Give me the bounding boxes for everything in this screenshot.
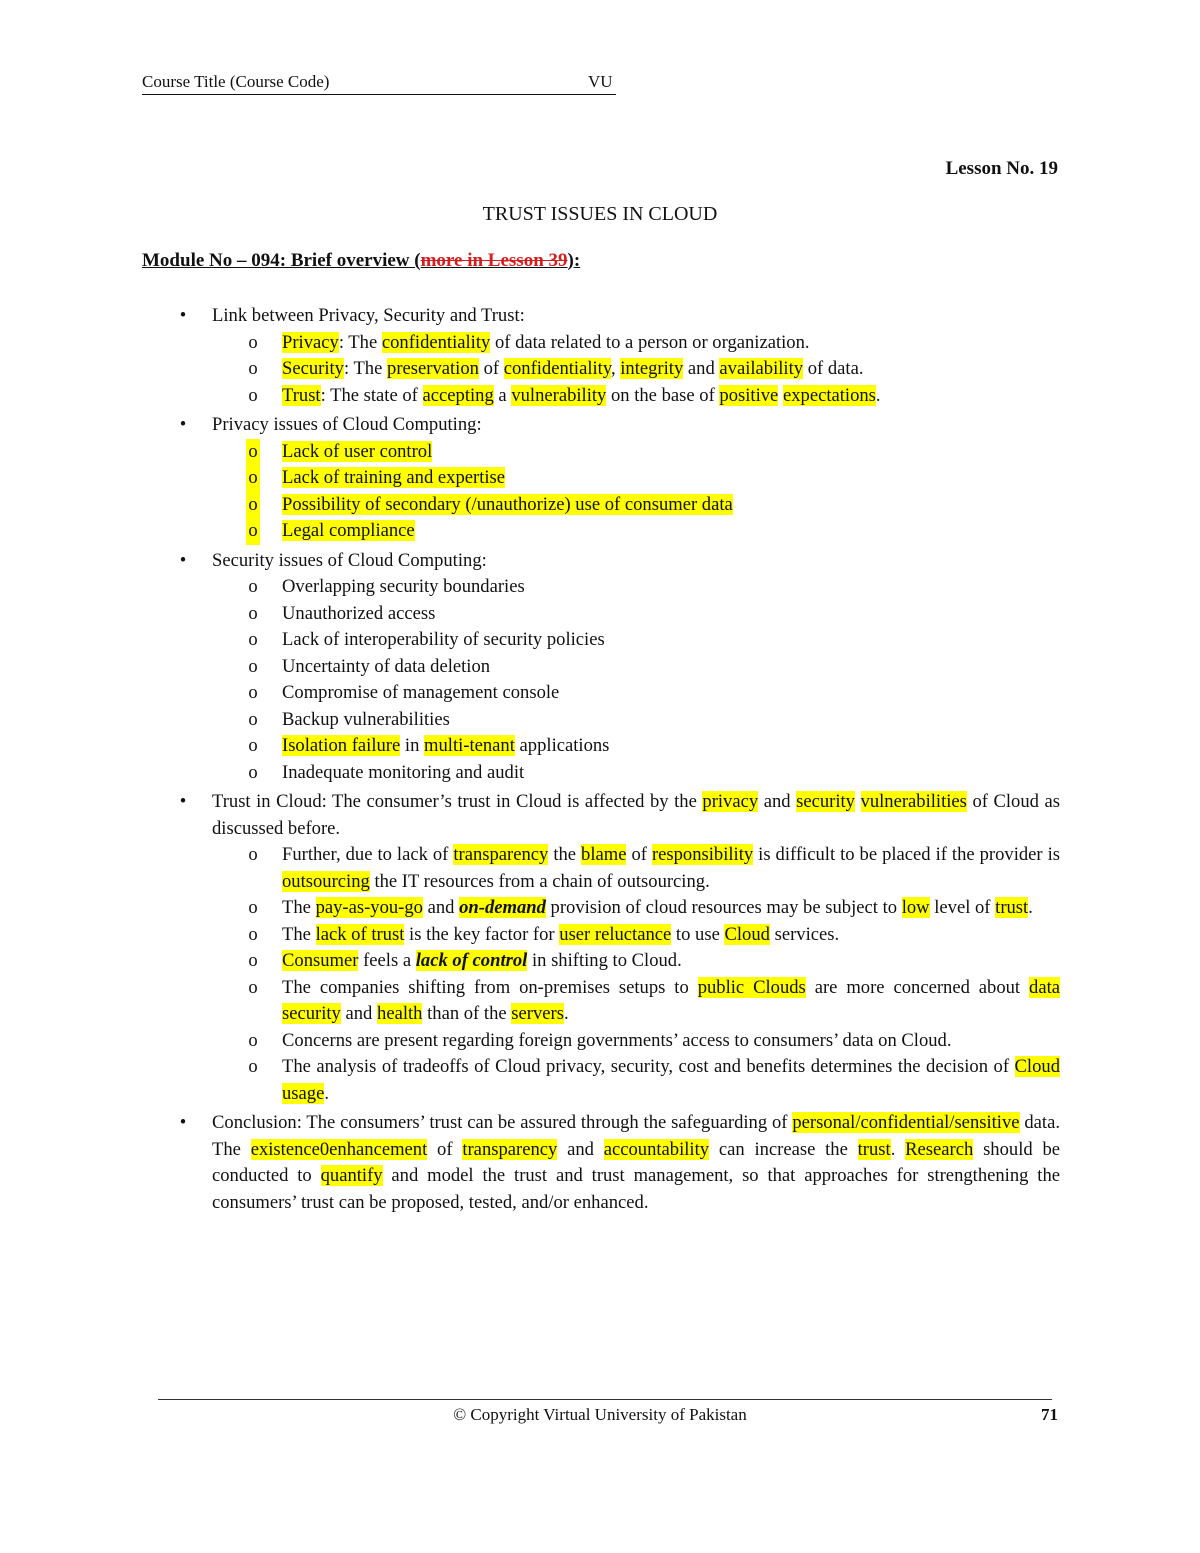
text-run: Further, due to lack of [282,844,454,865]
text-run: the IT resources from a chain of outsourcing. [369,870,710,892]
highlight-run: Cloud [724,923,770,945]
text-run: . [875,384,881,406]
text-run: The [282,923,316,945]
text-run: Overlapping security boundaries [282,576,525,597]
highlight-run: data security [282,976,1060,1024]
bullet-icon: • [179,1112,187,1133]
highlight-run: Research [905,1138,974,1160]
term-trust: Trust [282,384,321,406]
list-item-trust-in-cloud [142,789,1060,1107]
list-item [212,1054,1060,1107]
text-run: the [548,844,582,865]
circle-bullet-icon: o [248,1056,258,1077]
list-item [212,518,1060,545]
struck-text: more in Lesson 39 [420,250,568,271]
term-privacy: Privacy [282,331,339,353]
highlight-run: Lack of user control [282,440,433,462]
highlight-run: multi-tenant [424,735,515,756]
text-run: Conclusion: The consumers’ trust can be assured through the safeguarding of [212,1112,793,1133]
text-run: provision of cloud resources may be subject to [545,897,902,918]
highlight-run: blame [581,844,627,865]
highlight-run: Lack of training and expertise [282,467,506,488]
highlight-run: trust [857,1138,891,1160]
highlight-run: public Clouds [697,976,806,998]
text-run: and [758,791,797,812]
list-item [212,922,1060,949]
link-heading: Link between Privacy, Security and Trust: [212,305,525,326]
list-item [212,492,1060,519]
circle-bullet-icon: o [248,950,258,971]
list-item [212,733,1060,760]
circle-bullet-icon: o [248,735,258,756]
highlight-run: on-demand [459,897,546,918]
text-run: and [422,897,460,918]
text-run: of Cloud as discussed before. [212,791,1060,839]
list-item [212,707,1060,734]
circle-bullet-icon: o [248,655,258,677]
text-run: than of the [422,1003,512,1024]
highlight-run: transparency [462,1138,558,1160]
module-heading-prefix: Module No – 094: Brief overview ( [142,250,421,271]
text-run: of [427,1138,463,1160]
circle-bullet-icon: o [248,897,258,918]
running-header [142,72,616,95]
list-item [212,465,1060,492]
text-run: to use [671,923,725,945]
text-run: and [683,358,720,379]
highlight-run: Consumer [282,950,359,971]
highlight-run: confidentiality [503,358,611,379]
text-run: Concerns are present regarding foreign governments’ access to consumers’ data on Cloud. [282,1029,952,1051]
sub-item-privacy [212,330,1060,357]
security-issues-heading: Security issues of Cloud Computing: [212,549,487,571]
module-heading [142,250,580,272]
highlight-run: pay-as-you-go [315,897,423,918]
highlight-run: user reluctance [559,923,672,945]
list-item [212,439,1060,466]
text-run: and model the trust and trust management, so that approaches for strengthening the consumers’ trust can be proposed, tested, and/or enhanced. [212,1165,1061,1213]
lesson-number: Lesson No. 19 [945,158,1058,179]
text-run: : The [343,358,388,379]
text-run: : The [338,331,382,353]
highlight-run: low [901,897,930,918]
text-run: . [324,1082,329,1104]
text-run: on the base of [606,384,720,406]
footer-divider [158,1399,1052,1400]
list-item-conclusion [142,1110,1060,1216]
highlight-run: accountability [603,1138,710,1160]
text-run: and [557,1138,604,1160]
highlight-run: preservation [387,358,479,379]
circle-bullet-icon: o [246,518,260,545]
highlight-run: personal/confidential/sensitive [792,1112,1020,1133]
highlight-run: privacy [702,791,759,812]
bullet-icon: • [179,791,187,812]
highlight-run: security [796,791,855,812]
highlight-run: vulnerabilities [860,791,967,812]
circle-bullet-icon: o [246,465,260,492]
text-run: . [1028,897,1033,918]
text-run [855,791,861,812]
circle-bullet-icon: o [248,576,258,597]
text-run: applications [514,735,610,756]
circle-bullet-icon: o [248,331,258,353]
highlight-run: Legal compliance [282,520,415,541]
circle-bullet-icon: o [246,492,260,519]
highlight-run: expectations [782,384,876,406]
highlight-run: quantify [320,1165,383,1186]
text-run: . [890,1138,906,1160]
list-item [212,895,1060,922]
text-run: Unauthorized access [282,602,436,624]
circle-bullet-icon: o [248,682,258,703]
sub-item-security [212,356,1060,383]
main-bullet-list [142,303,1060,1216]
circle-bullet-icon: o [248,923,258,945]
highlight-run: servers [511,1003,564,1024]
copyright-notice: © Copyright Virtual University of Pakistan [453,1405,747,1424]
highlight-run: health [377,1003,423,1024]
highlight-run: transparency [453,844,549,865]
conclusion-paragraph [212,1110,1060,1216]
circle-bullet-icon: o [248,761,258,783]
circle-bullet-icon: o [248,358,258,379]
list-item [212,680,1060,707]
highlight-run: availability [719,358,804,379]
text-run: Trust in Cloud: The consumer’s trust in Cloud is affected by the [212,791,703,812]
highlight-run: trust [995,897,1029,918]
circle-bullet-icon: o [248,708,258,730]
text-run: services. [769,923,840,945]
privacy-issues-sublist [212,439,1060,545]
text-run: : The state of [320,384,423,406]
circle-bullet-icon: o [248,976,258,998]
highlight-run: Possibility of secondary (/unauthorize) use of consumer data [282,493,733,515]
circle-bullet-icon: o [248,602,258,624]
text-run: of [626,844,652,865]
link-sublist [212,330,1060,410]
text-run: in shifting to Cloud. [527,950,682,971]
list-item-link [142,303,1060,409]
security-issues-sublist [212,574,1060,786]
circle-bullet-icon: o [246,439,260,466]
circle-bullet-icon: o [248,1029,258,1051]
highlight-run: Cloud usage [282,1056,1060,1104]
list-item [212,842,1060,895]
highlight-run: positive [719,384,779,406]
text-run: a [493,384,512,406]
text-run: level of [929,897,996,918]
text-run: . [563,1003,569,1024]
text-run: of data related to a person or organization. [490,331,810,353]
text-run: and [340,1003,378,1024]
highlight-run: accepting [422,384,494,406]
text-run: Lack of interoperability of security policies [282,629,605,650]
list-item [212,1028,1060,1055]
circle-bullet-icon: o [248,629,258,650]
list-item [212,627,1060,654]
circle-bullet-icon: o [248,384,258,406]
text-run: of [478,358,504,379]
highlight-run: lack of control [415,950,528,971]
text-run: is difficult to be placed if the provider is [753,844,1061,865]
course-title: Course Title (Course Code) [142,72,330,91]
lesson-content [142,303,1060,1216]
trust-paragraph [212,789,1060,842]
text-run: data. The [212,1112,1060,1160]
trust-sublist [212,842,1060,1107]
text-run: feels a [358,950,416,971]
text-run: Inadequate monitoring and audit [282,761,525,783]
list-item [212,948,1060,975]
bullet-icon: • [179,549,187,571]
text-run: should be conducted to [212,1138,1060,1186]
text-run: in [400,735,425,756]
page-title: TRUST ISSUES IN CLOUD [482,203,718,225]
text-run: The analysis of tradeoffs of Cloud privacy, security, cost and benefits determines the decision of [282,1056,1015,1077]
text-run: Backup vulnerabilities [282,708,450,730]
highlight-run: vulnerability [511,384,607,406]
text-run: are more concerned about [805,976,1030,998]
circle-bullet-icon: o [248,844,258,865]
privacy-issues-heading: Privacy issues of Cloud Computing: [212,414,482,435]
text-run: Compromise of management console [282,682,560,703]
highlight-run: integrity [620,358,684,379]
text-run: , [610,358,621,379]
highlight-run: outsourcing [282,870,370,892]
list-item [212,574,1060,601]
bullet-icon: • [179,414,187,435]
highlight-run: responsibility [651,844,754,865]
text-run: The [282,897,316,918]
highlight-run: existence0enhancement [250,1138,428,1160]
highlight-run: lack of trust [315,923,405,945]
text-run: of data. [803,358,864,379]
text-run: is the key factor for [404,923,560,945]
list-item [212,760,1060,787]
bullet-icon: • [179,305,187,326]
sub-item-trust [212,383,1060,410]
highlight-run: confidentiality [381,331,491,353]
list-item [212,654,1060,681]
page-number: 71 [1041,1405,1058,1424]
text-run: can increase the [709,1138,858,1160]
list-item-security-issues [142,548,1060,787]
highlight-run: Isolation failure [282,735,401,756]
institution-code: VU [588,72,613,91]
list-item [212,975,1060,1028]
text-run: Uncertainty of data deletion [282,655,491,677]
list-item [212,601,1060,628]
term-security: Security [282,358,344,379]
list-item-privacy-issues [142,412,1060,545]
text-run: The companies shifting from on-premises setups to [282,976,698,998]
module-heading-suffix: ): [567,250,581,271]
